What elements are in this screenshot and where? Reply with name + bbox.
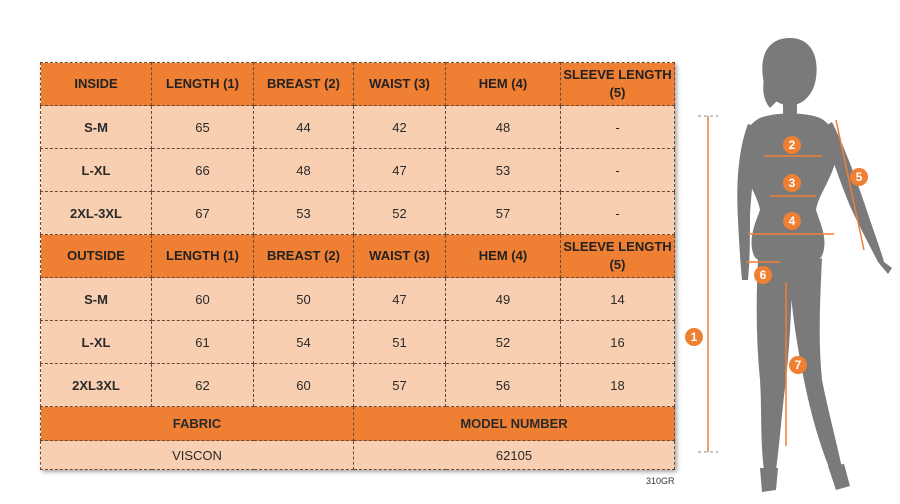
hem-value: 56	[446, 364, 561, 407]
svg-text:4: 4	[788, 214, 796, 228]
svg-text:2: 2	[788, 138, 796, 152]
length-value: 67	[152, 192, 254, 235]
info-value-row	[41, 441, 675, 470]
waist-value: 57	[354, 364, 446, 407]
model-number-label: MODEL NUMBER	[354, 407, 675, 441]
body-silhouette	[737, 38, 892, 492]
col-header-waist: WAIST (3)	[354, 63, 446, 106]
svg-text:7: 7	[794, 358, 802, 372]
length-value: 62	[152, 364, 254, 407]
waist-value: 47	[354, 278, 446, 321]
svg-text:6: 6	[759, 268, 767, 282]
marker-2	[783, 136, 801, 154]
breast-value: 60	[254, 364, 354, 407]
svg-text:1: 1	[690, 330, 698, 344]
length-value: 60	[152, 278, 254, 321]
hem-value: 57	[446, 192, 561, 235]
table-row	[41, 149, 675, 192]
breast-value: 44	[254, 106, 354, 149]
hem-value: 48	[446, 106, 561, 149]
col-header-hem: HEM (4)	[446, 235, 561, 278]
size-label: 2XL-3XL	[41, 192, 152, 235]
marker-1	[685, 328, 703, 346]
length-value: 61	[152, 321, 254, 364]
col-header-sleeve: SLEEVE LENGTH (5)	[561, 235, 675, 278]
sleeve-value: -	[561, 106, 675, 149]
waist-value: 51	[354, 321, 446, 364]
sleeve-value: -	[561, 149, 675, 192]
fabric-value: VISCON	[41, 441, 354, 470]
table-row	[41, 278, 675, 321]
section-label-outside: OUTSIDE	[41, 235, 152, 278]
size-label: L-XL	[41, 149, 152, 192]
table-row	[41, 192, 675, 235]
section-label-inside: INSIDE	[41, 63, 152, 106]
size-label: S-M	[41, 106, 152, 149]
size-chart-table	[40, 62, 675, 470]
col-header-breast: BREAST (2)	[254, 235, 354, 278]
model-number-value: 62105	[354, 441, 675, 470]
col-header-waist: WAIST (3)	[354, 235, 446, 278]
breast-value: 53	[254, 192, 354, 235]
svg-text:3: 3	[788, 176, 796, 190]
hem-value: 53	[446, 149, 561, 192]
marker-4	[783, 212, 801, 230]
size-label: L-XL	[41, 321, 152, 364]
marker-6	[754, 266, 772, 284]
table-row	[41, 106, 675, 149]
length-value: 65	[152, 106, 254, 149]
col-header-length: LENGTH (1)	[152, 235, 254, 278]
sleeve-value: 14	[561, 278, 675, 321]
product-code: 310GR	[646, 476, 675, 486]
breast-value: 54	[254, 321, 354, 364]
sleeve-value: 18	[561, 364, 675, 407]
col-header-hem: HEM (4)	[446, 63, 561, 106]
size-label: S-M	[41, 278, 152, 321]
inside-header-row	[41, 63, 675, 106]
sleeve-value: 16	[561, 321, 675, 364]
marker-5	[850, 168, 868, 186]
fabric-label: FABRIC	[41, 407, 354, 441]
table-row	[41, 364, 675, 407]
info-header-row	[41, 407, 675, 441]
sleeve-value: -	[561, 192, 675, 235]
waist-value: 42	[354, 106, 446, 149]
length-value: 66	[152, 149, 254, 192]
marker-7	[789, 356, 807, 374]
measurement-figure	[670, 30, 900, 504]
svg-text:5: 5	[855, 170, 863, 184]
marker-3	[783, 174, 801, 192]
breast-value: 48	[254, 149, 354, 192]
table-row	[41, 321, 675, 364]
size-label: 2XL3XL	[41, 364, 152, 407]
col-header-breast: BREAST (2)	[254, 63, 354, 106]
waist-value: 47	[354, 149, 446, 192]
waist-value: 52	[354, 192, 446, 235]
hem-value: 52	[446, 321, 561, 364]
breast-value: 50	[254, 278, 354, 321]
hem-value: 49	[446, 278, 561, 321]
outside-header-row	[41, 235, 675, 278]
col-header-sleeve: SLEEVE LENGTH (5)	[561, 63, 675, 106]
col-header-length: LENGTH (1)	[152, 63, 254, 106]
